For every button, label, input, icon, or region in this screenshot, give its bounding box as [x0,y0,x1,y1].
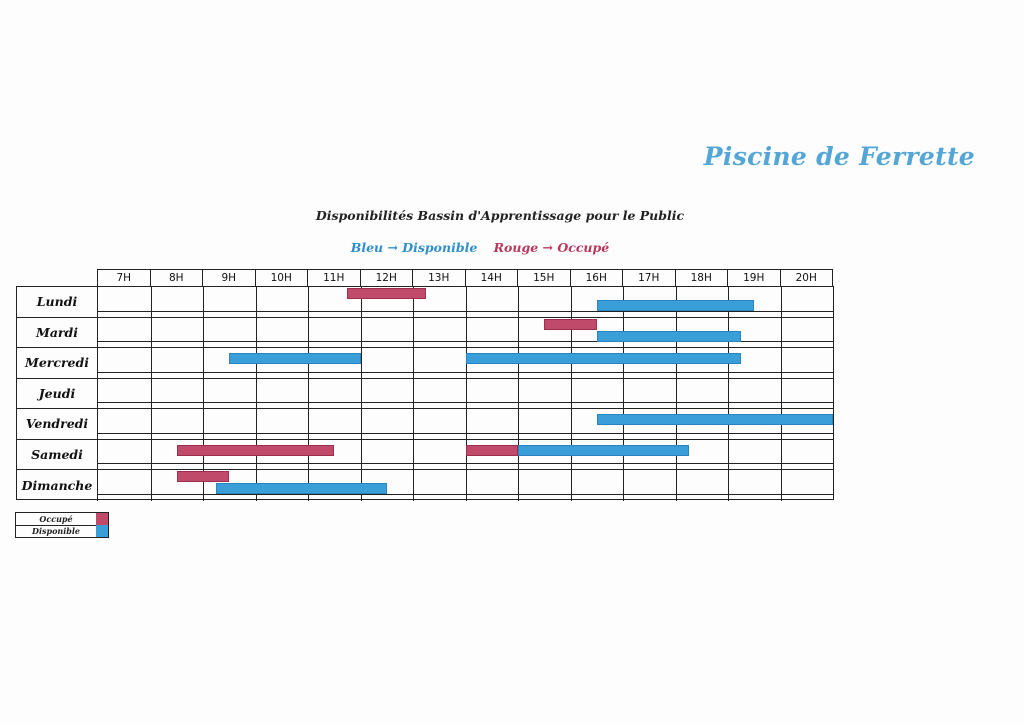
occupied-bar [177,471,230,482]
grid-line [361,409,362,440]
legend-key [15,512,109,538]
key-row-available [16,525,108,537]
day-label: Dimanche [17,470,98,501]
grid-line [361,318,362,349]
schedule-title: Disponibilités Bassin d'Apprentissage pour le Public [315,208,685,223]
day-row [17,470,833,501]
key-available-swatch [96,525,108,537]
grid-line [308,409,309,440]
occupied-bar [466,445,519,456]
occupied-bar [347,288,426,299]
grid-line [518,318,519,349]
grid-line [728,379,729,410]
grid-line [623,470,624,501]
day-row [17,409,833,440]
grid-line [571,379,572,410]
hour-header-cell: 8H [151,270,204,286]
day-row [17,318,833,349]
grid-line [571,470,572,501]
day-label: Jeudi [17,379,98,409]
brand-title: Piscine de Ferrette [703,142,975,171]
grid-line [518,287,519,318]
grid-line [203,348,204,379]
grid-line [151,440,152,471]
grid-line [781,287,782,318]
available-bar [216,483,387,494]
grid-line [256,318,257,349]
grid-line [571,287,572,318]
grid-line [781,470,782,501]
grid-line [518,379,519,410]
grid-line [728,440,729,471]
grid-line [151,379,152,410]
grid-line [203,379,204,410]
grid-line [413,409,414,440]
occupied-bar [544,319,597,330]
grid-line [413,440,414,471]
hour-header-cell: 15H [518,270,571,286]
available-bar [597,414,833,425]
grid-line [466,318,467,349]
grid-line [308,379,309,410]
row-divider [98,402,833,403]
grid-line [256,287,257,318]
available-bar [597,331,741,342]
day-row [17,348,833,379]
grid-line [781,318,782,349]
grid-line [151,409,152,440]
day-row [17,379,833,410]
day-label: Vendredi [17,409,98,439]
key-occupied-label: Occupé [39,514,73,524]
grid-line [466,470,467,501]
key-occupied-swatch [96,513,108,525]
day-label: Mercredi [17,348,98,378]
hour-header-cell: 10H [256,270,309,286]
grid-line [151,287,152,318]
grid-line [151,348,152,379]
grid-line [466,287,467,318]
grid-line [518,470,519,501]
grid-line [571,409,572,440]
day-row [17,287,833,318]
schedule-body [16,286,834,500]
grid-line [781,348,782,379]
available-bar [518,445,689,456]
grid-line [413,348,414,379]
grid-line [466,409,467,440]
grid-line [623,379,624,410]
day-label: Lundi [17,287,98,317]
row-divider [98,463,833,464]
hour-header-cell: 16H [571,270,624,286]
grid-line [308,287,309,318]
occupied-bar [177,445,335,456]
hour-header-cell: 11H [308,270,361,286]
grid-line [413,379,414,410]
grid-line [781,379,782,410]
grid-line [781,440,782,471]
day-label: Mardi [17,318,98,348]
available-bar [229,353,360,364]
color-legend [330,240,630,255]
grid-line [151,470,152,501]
hour-header-cell: 20H [795,272,817,284]
grid-line [256,379,257,410]
grid-line [413,470,414,501]
hour-header-cell: 9H [203,270,256,286]
grid-line [256,409,257,440]
grid-line [203,287,204,318]
day-row [17,440,833,471]
hour-header-cell: 18H [676,270,729,286]
hour-header-cell: 12H [361,270,414,286]
row-divider [98,433,833,434]
legend-available: Bleu → Disponible [350,240,478,255]
hour-header-cell: 13H [413,270,466,286]
grid-line [361,348,362,379]
available-bar [597,300,755,311]
legend-occupied: Rouge → Occupé [493,240,610,255]
schedule-grid [16,269,834,500]
grid-line [308,318,309,349]
grid-line [413,318,414,349]
row-divider [98,372,833,373]
hour-header-cell: 14H [466,270,519,286]
grid-line [151,318,152,349]
day-label: Samedi [17,440,98,470]
grid-line [676,379,677,410]
available-bar [466,353,742,364]
row-divider [98,494,833,495]
hour-header-row [97,269,833,286]
hour-header-cell: 17H [623,270,676,286]
hour-header-cell: 19H [728,270,781,286]
grid-line [361,379,362,410]
grid-line [676,470,677,501]
hour-header-cell: 7H [98,270,151,286]
grid-line [203,409,204,440]
grid-line [728,470,729,501]
key-available-label: Disponible [32,526,80,536]
grid-line [518,409,519,440]
grid-line [466,379,467,410]
grid-line [203,318,204,349]
grid-line [361,440,362,471]
